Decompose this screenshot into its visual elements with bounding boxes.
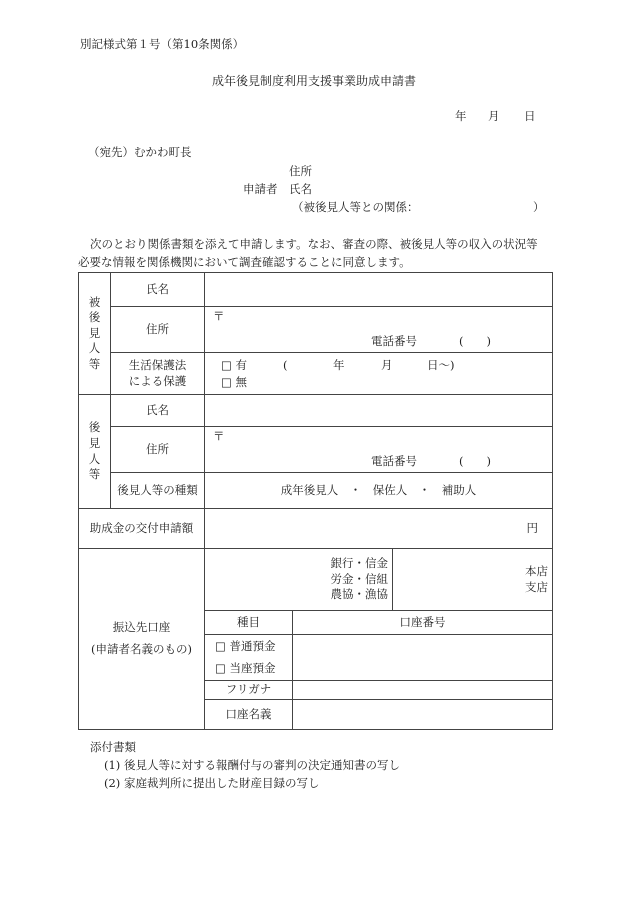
account-label-line2: (申請者名義のもの) — [91, 642, 192, 656]
guardian-name-field[interactable] — [205, 395, 553, 427]
addressee: （宛先）むかわ町長 — [88, 145, 192, 159]
account-type-header: 種目 — [205, 611, 293, 635]
branch-main: 本店 — [525, 563, 549, 578]
ward-phone-parens: ( ) — [459, 334, 491, 349]
ward-postal-mark: 〒 — [213, 309, 225, 323]
bank-types-line2: 労金・信組 — [330, 571, 388, 586]
bank-name-field[interactable] — [205, 549, 393, 611]
ward-welfare-field — [205, 353, 553, 395]
guardian-group-cell — [79, 395, 111, 509]
date-month: 月 — [488, 109, 500, 123]
relation-label: （被後見人等との関係： — [292, 200, 419, 214]
intro-line-2: 必要な情報を関係機関において調査確認することに同意します。 — [78, 255, 411, 269]
account-holder-label: 口座名義 — [205, 700, 293, 730]
welfare-year: 年 — [333, 358, 345, 372]
ward-address-field[interactable] — [205, 307, 553, 353]
ward-name-label: 氏名 — [111, 273, 205, 307]
guardian-group-label: 後 見 人 等 — [88, 420, 101, 482]
amount-label: 助成金の交付申請額 — [79, 509, 205, 549]
ward-welfare-label-line2: による保護 — [128, 373, 187, 388]
bank-types-line3: 農協・漁協 — [330, 587, 388, 602]
relation-close: ） — [533, 200, 545, 214]
account-holder-field[interactable] — [293, 700, 553, 730]
welfare-option-yes[interactable]: □ 有 — [221, 358, 248, 372]
date-year: 年 — [455, 109, 467, 123]
account-type-checking[interactable]: □ 当座預金 — [215, 660, 276, 675]
ward-group-cell — [79, 273, 111, 395]
applicant-name-label: 氏名 — [289, 182, 312, 196]
intro-line-1: 次のとおり関係書類を添えて申請します。なお、審査の際、被後見人等の収入の状況等 — [90, 237, 538, 251]
ward-group-label: 被 後 見 人 等 — [88, 294, 101, 371]
guardian-type-options[interactable]: 成年後見人 ・ 保佐人 ・ 補助人 — [205, 473, 553, 509]
applicant-label: 申請者 — [243, 182, 278, 196]
account-label-cell — [79, 549, 205, 730]
ward-phone-label: 電話番号 — [371, 334, 417, 349]
form-number: 別記様式第１号（第10条関係） — [80, 37, 245, 51]
furigana-field[interactable] — [293, 681, 553, 700]
welfare-day-from: 日～) — [427, 358, 455, 372]
ward-welfare-label-line1: 生活保護法 — [128, 357, 187, 372]
furigana-label: フリガナ — [205, 681, 293, 700]
welfare-month: 月 — [381, 358, 393, 372]
date-day: 日 — [524, 109, 536, 123]
welfare-option-no[interactable]: □ 無 — [221, 375, 248, 389]
guardian-phone-parens: ( ) — [459, 454, 491, 469]
welfare-paren-open: ( — [283, 358, 288, 372]
guardian-address-label: 住所 — [111, 427, 205, 473]
attachment-item-1: (1) 後見人等に対する報酬付与の審判の決定通知書の写し — [104, 758, 400, 772]
amount-field[interactable] — [205, 509, 553, 549]
amount-unit: 円 — [526, 520, 539, 535]
account-number-header: 口座番号 — [293, 611, 553, 635]
account-label-line1: 振込先口座 — [112, 620, 171, 635]
application-form-table — [78, 272, 553, 730]
account-number-field[interactable] — [293, 635, 553, 681]
ward-address-label: 住所 — [111, 307, 205, 353]
branch-sub: 支店 — [525, 579, 549, 594]
account-type-savings[interactable]: □ 普通預金 — [215, 638, 276, 653]
guardian-address-field[interactable] — [205, 427, 553, 473]
account-type-field — [205, 635, 293, 681]
attachment-item-2: (2) 家庭裁判所に提出した財産目録の写し — [104, 776, 320, 790]
guardian-type-label: 後見人等の種類 — [111, 473, 205, 509]
guardian-phone-label: 電話番号 — [371, 454, 417, 469]
applicant-address-label: 住所 — [289, 164, 312, 178]
ward-name-field[interactable] — [205, 273, 553, 307]
ward-welfare-label — [111, 353, 205, 395]
bank-types-line1: 銀行・信金 — [330, 556, 388, 571]
attachments-title: 添付書類 — [90, 740, 136, 754]
guardian-name-label: 氏名 — [111, 395, 205, 427]
branch-field[interactable] — [393, 549, 553, 611]
form-title: 成年後見制度利用支援事業助成申請書 — [212, 74, 417, 88]
guardian-postal-mark: 〒 — [213, 429, 225, 443]
